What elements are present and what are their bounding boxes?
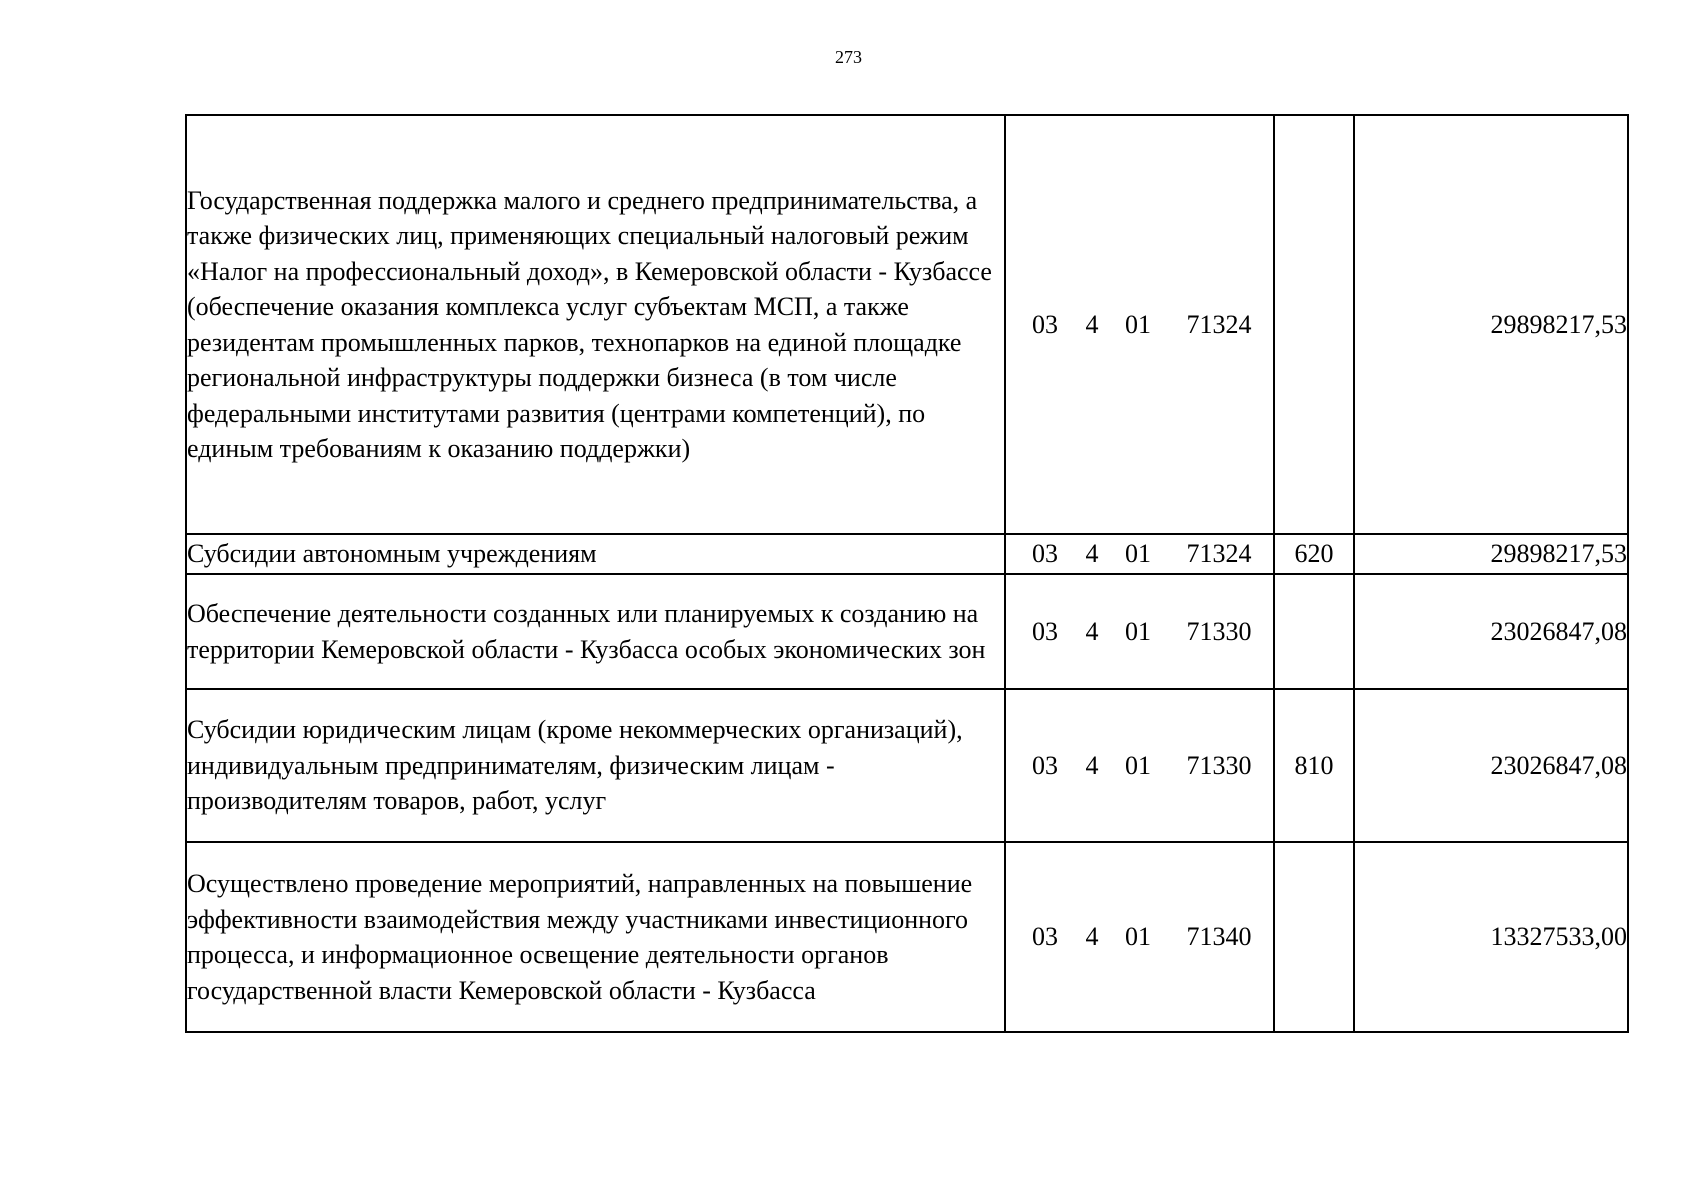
row-code xyxy=(1005,574,1274,689)
program-code: 03 xyxy=(1032,616,1058,646)
amount: 29898217,53 xyxy=(1354,534,1628,574)
row-code xyxy=(1005,115,1274,534)
table-row xyxy=(186,534,1628,574)
program-code: 03 xyxy=(1032,309,1058,339)
page-number: 273 xyxy=(835,47,862,67)
program-code: 03 xyxy=(1032,750,1058,780)
subprogram-code: 4 xyxy=(1085,922,1099,952)
expense-type xyxy=(1274,115,1354,534)
row-name: Обеспечение деятельности созданных или планируемых к созданию на территории Кемеровской области - Кузбасса особых экономических зон xyxy=(186,574,1005,689)
row-name: Субсидии юридическим лицам (кроме некоммерческих организаций), индивидуальным предпринимателям, физическим лицам - производителям товаров, работ, услуг xyxy=(186,689,1005,842)
amount: 29898217,53 xyxy=(1354,115,1628,534)
row-code xyxy=(1005,689,1274,842)
amount: 23026847,08 xyxy=(1354,689,1628,842)
main-event-code: 01 xyxy=(1125,616,1151,646)
table-row xyxy=(186,115,1628,534)
main-event-code: 01 xyxy=(1125,309,1151,339)
main-event-code: 01 xyxy=(1125,539,1151,569)
subprogram-code: 4 xyxy=(1085,309,1099,339)
direction-code: 71330 xyxy=(1186,616,1252,646)
direction-code: 71324 xyxy=(1186,539,1252,569)
program-code: 03 xyxy=(1032,922,1058,952)
direction-code: 71330 xyxy=(1186,750,1252,780)
row-code xyxy=(1005,534,1274,574)
direction-code: 71340 xyxy=(1186,922,1252,952)
row-name: Государственная поддержка малого и среднего предпринимательства, а также физических лиц, применяющих специальный налоговый режим «Налог на профессиональный доход», в Кемеровской области - Кузбассе (обеспечение оказания комплекса услуг субъектам МСП, а также резидентам промышленных парков, технопарков на единой площадке региональной инфраструктуры поддержки бизнеса (в том числе федеральными институтами развития (центрами компетенций), по единым требованиям к оказанию поддержки) xyxy=(186,115,1005,534)
expense-type: 620 xyxy=(1274,534,1354,574)
row-code xyxy=(1005,842,1274,1032)
program-code: 03 xyxy=(1032,539,1058,569)
expense-type: 810 xyxy=(1274,689,1354,842)
subprogram-code: 4 xyxy=(1085,539,1099,569)
direction-code: 71324 xyxy=(1186,309,1252,339)
expense-type xyxy=(1274,842,1354,1032)
expense-type xyxy=(1274,574,1354,689)
subprogram-code: 4 xyxy=(1085,616,1099,646)
budget-table xyxy=(185,114,1629,1033)
row-name: Осуществлено проведение мероприятий, направленных на повышение эффективности взаимодействия между участниками инвестиционного процесса, и информационное освещение деятельности органов государственной власти Кемеровской области - Кузбасса xyxy=(186,842,1005,1032)
subprogram-code: 4 xyxy=(1085,750,1099,780)
table-row xyxy=(186,574,1628,689)
row-name: Субсидии автономным учреждениям xyxy=(186,534,1005,574)
table-row xyxy=(186,842,1628,1032)
main-event-code: 01 xyxy=(1125,750,1151,780)
amount: 23026847,08 xyxy=(1354,574,1628,689)
amount: 13327533,00 xyxy=(1354,842,1628,1032)
table-row xyxy=(186,689,1628,842)
main-event-code: 01 xyxy=(1125,922,1151,952)
